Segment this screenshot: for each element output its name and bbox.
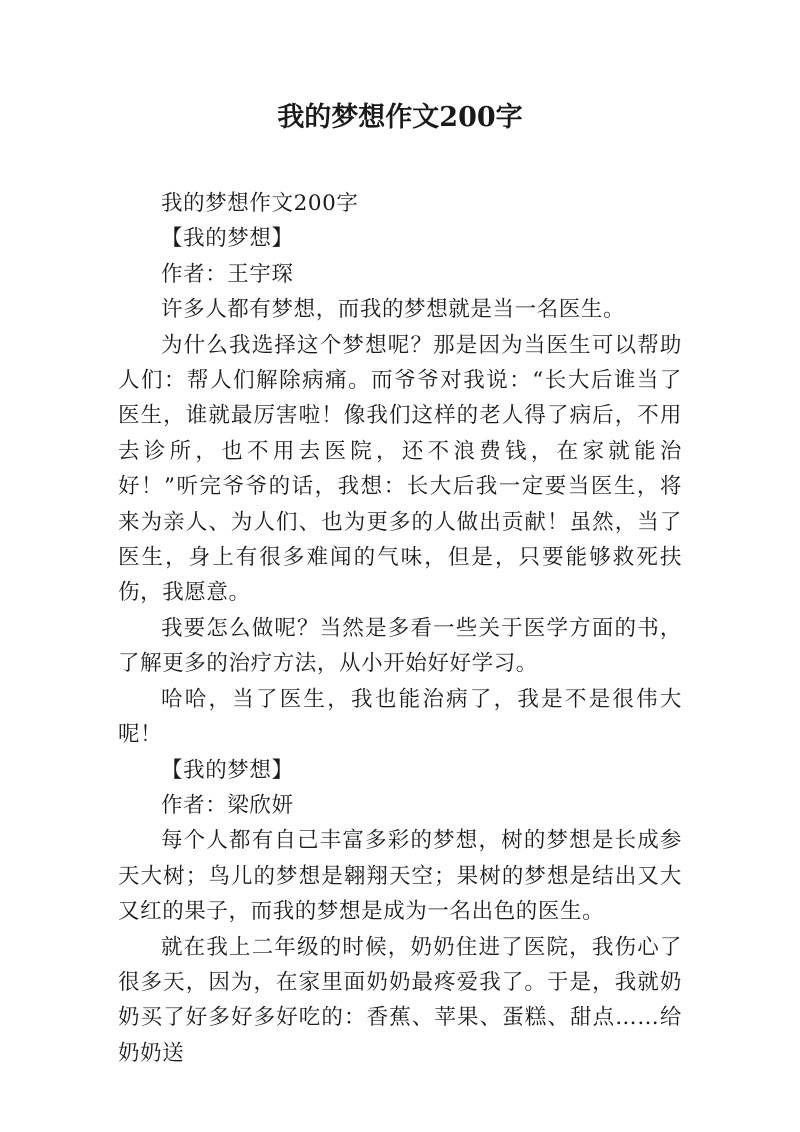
paragraph-author-1: 作者：王宇琛 [161,261,294,287]
paragraph: 就在我上二年级的时候，奶奶住进了医院，我伤心了很多天，因为，在家里面奶奶最疼爱我了。于是，我就奶奶买了好多好多好吃的：香蕉、苹果、蛋糕、甜点……给奶奶送 [118,934,682,1066]
document-body [118,186,682,1071]
document-title: 我的梦想作文200字 [277,102,523,133]
paragraph-section-heading-2: 【我的梦想】 [161,757,294,783]
paragraph: 每个人都有自己丰富多彩的梦想，树的梦想是长成参天大树；鸟儿的梦想是翱翔天空；果树的梦想是结出又大又红的果子，而我的梦想是成为一名出色的医生。 [118,828,682,925]
paragraph-section-heading-1: 【我的梦想】 [161,226,294,252]
paragraph: 哈哈，当了医生，我也能治病了，我是不是很伟大呢！ [118,686,682,748]
paragraph: 我要怎么做呢？当然是多看一些关于医学方面的书，了解更多的治疗方法，从小开始好好学习。 [118,615,682,677]
paragraph-subtitle: 我的梦想作文200字 [161,191,359,216]
paragraph: 许多人都有梦想，而我的梦想就是当一名医生。 [161,297,626,323]
paragraph-author-2: 作者：梁欣妍 [161,792,294,818]
paragraph: 为什么我选择这个梦想呢？那是因为当医生可以帮助人们：帮人们解除病痛。而爷爷对我说：“长大后谁当了医生，谁就最厉害啦！像我们这样的老人得了病后，不用去诊所，也不用去医院，还不浪费钱，在家就能治好！”听完爷爷的话，我想：长大后我一定要当医生，将来为亲人、为人们、也为更多的人做出贡献！虽然，当了医生，身上有很多难闻的气味，但是，只要能够救死扶伤，我愿意。 [118,332,682,606]
